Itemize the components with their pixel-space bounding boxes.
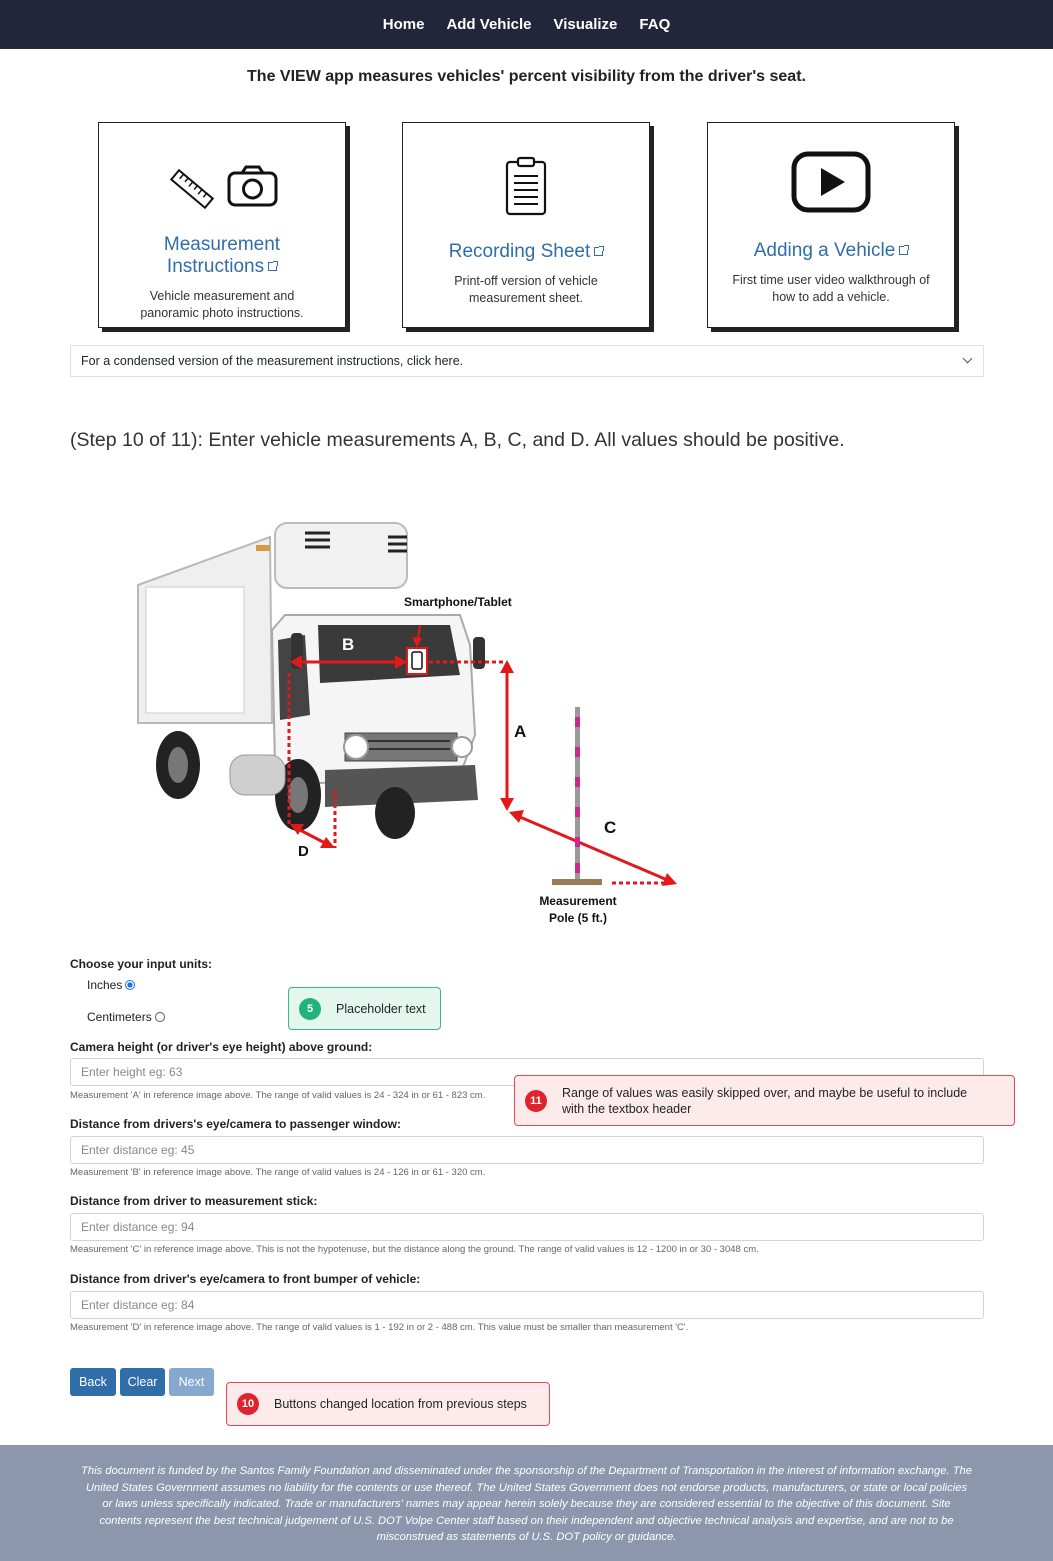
annotation-range-values: [514, 1075, 1015, 1126]
card-description: how to add a vehicle.: [772, 290, 890, 304]
back-button[interactable]: Back: [70, 1368, 116, 1396]
field-label-b: Distance from drivers's eye/camera to passenger window:: [70, 1117, 401, 1131]
condensed-instructions-accordion[interactable]: [70, 345, 984, 377]
annotation-number: 5: [299, 998, 321, 1020]
chevron-down-icon: [963, 354, 973, 364]
annotation-text: Range of values was easily skipped over, and maybe be useful to include: [562, 1085, 968, 1100]
external-link-icon: [268, 262, 277, 271]
annotation-number: 11: [525, 1090, 547, 1112]
input-placeholder: Enter distance eg: 94: [81, 1220, 195, 1234]
card-description: panoramic photo instructions.: [140, 306, 304, 320]
nav-home[interactable]: Home: [382, 16, 425, 33]
label-c: C: [604, 818, 617, 837]
annotation-text: Buttons changed location from previous steps: [274, 1397, 527, 1411]
ruler-camera-icon: [162, 161, 282, 211]
input-placeholder: Enter distance eg: 45: [81, 1143, 195, 1157]
nav-add-vehicle[interactable]: Add Vehicle: [446, 16, 532, 33]
radio-label: Centimeters: [87, 1010, 152, 1024]
card-title: Adding a Vehicle: [753, 240, 896, 261]
card-description: Print-off version of vehicle: [454, 274, 598, 288]
units-label: Choose your input units:: [70, 957, 212, 971]
step-heading: (Step 10 of 11): Enter vehicle measurements A, B, C, and D. All values should be positive.: [70, 429, 845, 451]
radio-inches[interactable]: [87, 978, 135, 992]
annotation-text: with the textbox header: [562, 1101, 692, 1116]
label-b: B: [342, 635, 355, 654]
radio-centimeters[interactable]: [87, 1010, 165, 1024]
card-description: Vehicle measurement and: [149, 289, 295, 303]
radio-empty-icon[interactable]: [155, 1012, 165, 1022]
top-navbar: [0, 0, 1053, 49]
card-description: measurement sheet.: [469, 291, 583, 305]
window-distance-input[interactable]: [70, 1136, 984, 1164]
measurement-diagram: [120, 515, 700, 935]
card-recording-sheet[interactable]: [402, 122, 650, 328]
help-text-c: Measurement 'C' in reference image above. This is not the hypotenuse, but the distance along the ground. The range of valid values is 12 - 1200 in or 30 - 3048 cm.: [70, 1244, 759, 1255]
nav-visualize[interactable]: Visualize: [553, 16, 618, 33]
card-adding-vehicle[interactable]: [707, 122, 955, 328]
nav-faq[interactable]: FAQ: [639, 16, 671, 33]
field-label-c: Distance from driver to measurement stick:: [70, 1194, 318, 1208]
help-text-a: Measurement 'A' in reference image above. The range of valid values is 24 - 324 in or 61 - 823 cm.: [70, 1090, 486, 1101]
annotation-text: Placeholder text: [336, 1001, 426, 1016]
card-title: Recording Sheet: [448, 241, 591, 262]
bumper-distance-input[interactable]: [70, 1291, 984, 1319]
card-measurement-instructions[interactable]: [98, 122, 346, 328]
card-description: First time user video walkthrough of: [732, 273, 930, 287]
clear-button[interactable]: Clear: [120, 1368, 165, 1396]
field-label-a: Camera height (or driver's eye height) above ground:: [70, 1040, 373, 1054]
annotation-number: 10: [237, 1393, 259, 1415]
radio-label: Inches: [87, 978, 123, 992]
card-title: Measurement: [163, 234, 281, 255]
pole-label: Measurement: [539, 894, 617, 908]
annotation-placeholder-text: [288, 987, 441, 1030]
footer-disclaimer: This document is funded by the Santos Family Foundation and disseminated under the sponsorship of the Department of Transportation in the interest of information exchange. The United States Government assumes no liability for the contents or use thereof. The United States Government does not endorse products, manufacturers, or state or local policies or laws unless specifically indicated. Trade or manufacturers' names may appear herein solely because they are considered essential to the objective of this document. Site contents represent the best technical judgement of U.S. DOT Volpe Center staff based on their independent and objective technical analysis and expertise, and are not to be misconstrued as statements of U.S. DOT policy or guidance.: [0, 1445, 1053, 1561]
input-placeholder: Enter height eg: 63: [81, 1065, 183, 1079]
card-title: Instructions: [166, 256, 265, 277]
pole-label: Pole (5 ft.): [548, 911, 608, 925]
intro-text: The VIEW app measures vehicles' percent visibility from the driver's seat.: [247, 68, 806, 85]
clipboard-icon: [504, 156, 548, 216]
input-placeholder: Enter distance eg: 84: [81, 1298, 195, 1312]
external-link-icon: [594, 247, 603, 256]
help-text-d: Measurement 'D' in reference image above. The range of valid values is 1 - 192 in or 2 - 488 cm. This value must be smaller than measurement 'C'.: [70, 1322, 689, 1333]
help-text-b: Measurement 'B' in reference image above. The range of valid values is 24 - 126 in or 61 - 320 cm.: [70, 1167, 486, 1178]
smartphone-label: Smartphone/Tablet: [404, 595, 512, 609]
play-icon: [791, 151, 871, 213]
external-link-icon: [899, 246, 908, 255]
stick-distance-input[interactable]: [70, 1213, 984, 1241]
annotation-buttons-location: [226, 1382, 550, 1426]
label-d: D: [298, 843, 309, 860]
radio-selected-icon[interactable]: [125, 980, 135, 990]
accordion-label: For a condensed version of the measurement instructions, click here.: [81, 354, 464, 368]
field-label-d: Distance from driver's eye/camera to front bumper of vehicle:: [70, 1272, 421, 1286]
label-a: A: [514, 722, 527, 741]
next-button[interactable]: Next: [169, 1368, 214, 1396]
